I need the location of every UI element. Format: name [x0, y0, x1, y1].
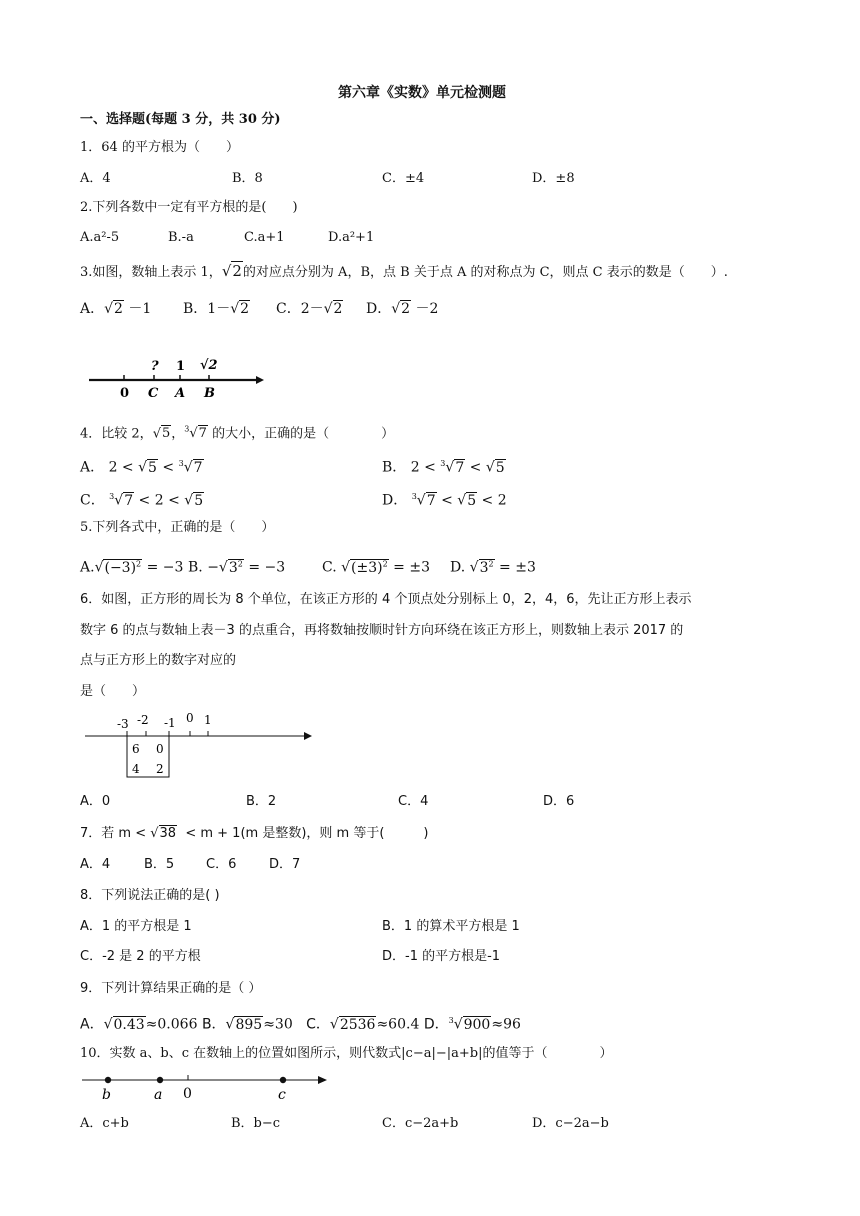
q2-option-c: C.a+1: [244, 230, 285, 245]
q6-option-a: A．0: [80, 794, 111, 809]
section-heading: 一、选择题(每题 3 分，共 30 分): [80, 112, 281, 127]
q5-option-b: B. $-√3^2 = -3$: [188, 559, 286, 576]
q6-square-6: 6: [132, 742, 140, 756]
q7-option-d: D．7: [269, 857, 301, 872]
q7-option-a: A．4: [80, 857, 111, 872]
q6-option-d: D．6: [543, 794, 575, 809]
q6-square-2: 2: [156, 762, 164, 776]
q4-stem: 4．比较 2，√5，$^3$√7 的大小，正确的是（ ）: [80, 425, 395, 442]
q4-option-b: B． 2 < $^3$√7 < √5: [382, 459, 505, 476]
q6-tick-1: 1: [204, 713, 212, 727]
q1-option-b: B．8: [232, 171, 263, 186]
q6-figure: [80, 708, 320, 780]
q2-option-d: D.a²+1: [328, 230, 375, 245]
q3-option-c: C．2－√2: [276, 301, 343, 317]
q5-option-d: D. $√3^2 = \pm 3$: [450, 559, 536, 576]
q2-option-a: A.a²-5: [80, 230, 120, 245]
q3-label-b: B: [204, 386, 215, 400]
q8-option-a: A．1 的平方根是 1: [80, 919, 192, 934]
q2-option-b: B.-a: [168, 230, 194, 245]
q3-label-c: C: [148, 386, 159, 400]
q7-stem: 7．若 m < √38 < m + 1(m 是整数)，则 m 等于( ): [80, 826, 429, 841]
q10-label-b: b: [102, 1087, 111, 1103]
q3-stem: 3.如图，数轴上表示 1，√2的对应点分别为 A，B，点 B 关于点 A 的对称点为 C，则点 C 表示的数是（ ）.: [80, 262, 728, 280]
q6-square-0: 0: [156, 742, 164, 756]
q3-number-line: [84, 350, 274, 400]
q3-option-d: D．√2 －2: [366, 301, 439, 317]
q5-stem: 5.下列各式中，正确的是（ ）: [80, 520, 275, 535]
page-title: 第六章《实数》单元检测题: [338, 85, 506, 101]
q8-stem: 8．下列说法正确的是( ): [80, 888, 220, 903]
q7-option-c: C．6: [206, 857, 237, 872]
q10-number-line: [80, 1068, 340, 1104]
q3-mark-a: 1: [176, 359, 186, 374]
q6-stem-line4: 是（ ）: [80, 684, 146, 699]
q4-option-c: C． $^3$√7 < 2 < √5: [80, 492, 204, 509]
q4-option-a: A． 2 < √5 < $^3$√7: [80, 459, 203, 476]
q8-option-b: B．1 的算术平方根是 1: [382, 919, 520, 934]
q10-label-c: c: [278, 1087, 286, 1103]
q8-option-c: C．-2 是 2 的平方根: [80, 949, 201, 964]
q1-stem: 1．64 的平方根为（ ）: [80, 140, 239, 155]
q8-option-d: D．-1 的平方根是-1: [382, 949, 501, 964]
q6-option-b: B．2: [246, 794, 277, 809]
q6-option-c: C．4: [398, 794, 429, 809]
q3-label-0: 0: [120, 386, 130, 400]
q10-option-b: B．b−c: [231, 1116, 281, 1131]
q10-label-a: a: [154, 1087, 163, 1103]
q3-mark-c: ?: [151, 359, 159, 374]
q10-option-d: D．c−2a−b: [532, 1116, 609, 1131]
q6-stem-line2: 数字 6 的点与数轴上表－3 的点重合，再将数轴按顺时针方向环绕在该正方形上，则数轴上表示 2017 的: [80, 623, 684, 638]
q10-label-0: 0: [183, 1086, 192, 1102]
q5-option-c: C. $√(\pm 3)^2 = \pm 3$: [322, 559, 430, 576]
q7-option-b: B．5: [144, 857, 175, 872]
q5-option-a: $A.√(-3)^2 = -3$: [80, 559, 184, 576]
q10-option-a: A．c+b: [80, 1116, 129, 1131]
q3-mark-b: √2: [200, 358, 218, 373]
q3-option-a: A．√2 －1: [80, 301, 152, 317]
q3-label-a: A: [175, 386, 186, 400]
q6-tick-neg2: -2: [137, 713, 149, 727]
q3-option-b: B．1－√2: [183, 301, 250, 317]
q1-option-c: C．±4: [382, 171, 425, 186]
q1-option-a: A．4: [80, 171, 111, 186]
q10-option-c: C．c−2a+b: [382, 1116, 459, 1131]
q1-option-d: D．±8: [532, 171, 575, 186]
q9-options: A．√0.43≈0.066 B．√895≈30 C．√2536≈60.4 D．$^3$√900≈96: [80, 1016, 521, 1033]
q6-stem-line3: 点与正方形上的数字对应的: [80, 653, 237, 668]
q6-square-4: 4: [132, 762, 140, 776]
q6-tick-neg1: -1: [164, 716, 176, 730]
q6-tick-neg3: -3: [117, 717, 129, 731]
q2-stem: 2.下列各数中一定有平方根的是( ): [80, 200, 298, 215]
q6-tick-0: 0: [186, 711, 194, 725]
q6-stem-line1: 6．如图，正方形的周长为 8 个单位，在该正方形的 4 个顶点处分别标上 0，2，4，6，先让正方形上表示: [80, 592, 692, 607]
q4-option-d: D． $^3$√7 < √5 < 2: [382, 492, 507, 509]
q10-stem: 10．实数 a、b、c 在数轴上的位置如图所示，则代数式|c−a|−|a+b|的值等于（ ）: [80, 1046, 613, 1061]
q9-stem: 9．下列计算结果正确的是（ ）: [80, 981, 262, 996]
